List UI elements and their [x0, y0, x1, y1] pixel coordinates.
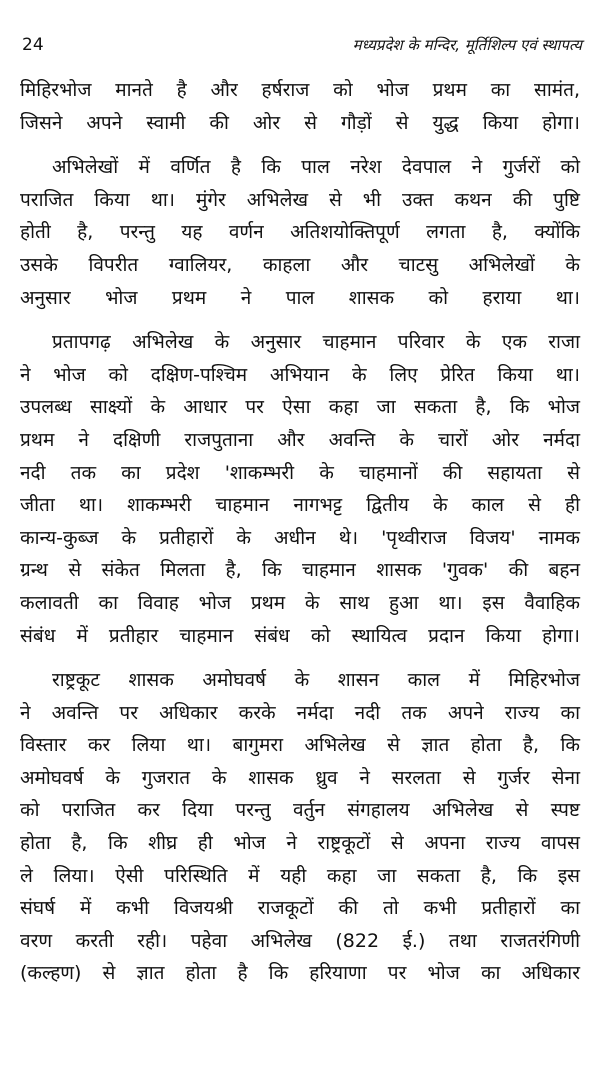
- page-header: [22, 30, 582, 60]
- text-line: उसके विपरीत ग्वालियर, काहला और चाटसु अभिलेखों के: [20, 253, 580, 276]
- text-line: वरण करती रही। पहेवा अभिलेख (822 ई.) तथा राजतरंगिणी: [20, 929, 580, 952]
- text-line: कान्य-कुब्ज के प्रतीहारों के अधीन थे। 'पृथ्वीराज विजय' नामक: [20, 526, 580, 549]
- paragraph-2: [20, 151, 580, 314]
- text-line: विस्तार कर लिया था। बागुमरा अभिलेख से ज्ञात होता है, कि: [20, 734, 580, 757]
- text-line: अनुसार भोज प्रथम ने पाल शासक को हराया था।: [20, 286, 580, 309]
- text-line: प्रतापगढ़ अभिलेख के अनुसार चाहमान परिवार के एक राजा: [52, 331, 580, 354]
- page-number: 24: [22, 35, 44, 55]
- text-line: अभिलेखों में वर्णित है कि पाल नरेश देवपाल ने गुर्जरों को: [52, 156, 580, 179]
- text-line: को पराजित कर दिया परन्तु वर्तुन संगहालय अभिलेख से स्पष्ट: [20, 799, 580, 822]
- text-line: अमोघवर्ष के गुजरात के शासक ध्रुव ने सरलता से गुर्जर सेना: [20, 766, 580, 789]
- text-line: पराजित किया था। मुंगेर अभिलेख से भी उक्त कथन की पुष्टि: [20, 188, 580, 211]
- text-line: जीता था। शाकम्भरी चाहमान नागभट्ट द्वितीय के काल से ही: [20, 494, 580, 517]
- text-line: राष्ट्रकूट शासक अमोघवर्ष के शासन काल में मिहिरभोज: [52, 669, 580, 692]
- paragraph-3: [20, 326, 580, 652]
- text-line: ने अवन्ति पर अधिकार करके नर्मदा नदी तक अपने राज्य का: [20, 701, 580, 724]
- text-line: होता है, कि शीघ्र ही भोज ने राष्ट्रकूटों से अपना राज्य वापस: [20, 832, 580, 855]
- text-line: ने भोज को दक्षिण-पश्चिम अभियान के लिए प्रेरित किया था।: [20, 363, 580, 386]
- text-line: कलावती का विवाह भोज प्रथम के साथ हुआ था। इस वैवाहिक: [20, 591, 580, 614]
- text-line: मिहिरभोज मानते है और हर्षराज को भोज प्रथम का सामंत,: [20, 79, 580, 101]
- running-head: मध्यप्रदेश के मन्दिर, मूर्तिशिल्प एवं स्थापत्य: [352, 36, 582, 54]
- text-line: ग्रन्थ से संकेत मिलता है, कि चाहमान शासक 'गुवक' की बहन: [20, 559, 580, 582]
- paragraph-4: [20, 664, 580, 990]
- text-line: ले लिया। ऐसी परिस्थिति में यही कहा जा सकता है, कि इस: [20, 864, 580, 887]
- text-line: जिसने अपने स्वामी की ओर से गौड़ों से युद्ध किया होगा।: [20, 111, 580, 134]
- body-text: [20, 74, 580, 1002]
- text-line: प्रथम ने दक्षिणी राजपुताना और अवन्ति के चारों ओर नर्मदा: [20, 428, 580, 451]
- text-line: नदी तक का प्रदेश 'शाकम्भरी के चाहमानों की सहायता से: [20, 461, 580, 484]
- text-line: संघर्ष में कभी विजयश्री राजकूटों की तो कभी प्रतीहारों का: [20, 897, 580, 920]
- text-line: (कल्हण) से ज्ञात होता है कि हरियाणा पर भोज का अधिकार: [20, 962, 580, 985]
- paragraph-1: [20, 74, 580, 139]
- text-line: उपलब्ध साक्ष्यों के आधार पर ऐसा कहा जा सकता है, कि भोज: [20, 396, 580, 419]
- text-line: होती है, परन्तु यह वर्णन अतिशयोक्तिपूर्ण लगता है, क्योंकि: [20, 221, 580, 244]
- text-line: संबंध में प्रतीहार चाहमान संबंध को स्थायित्व प्रदान किया होगा।: [20, 624, 580, 647]
